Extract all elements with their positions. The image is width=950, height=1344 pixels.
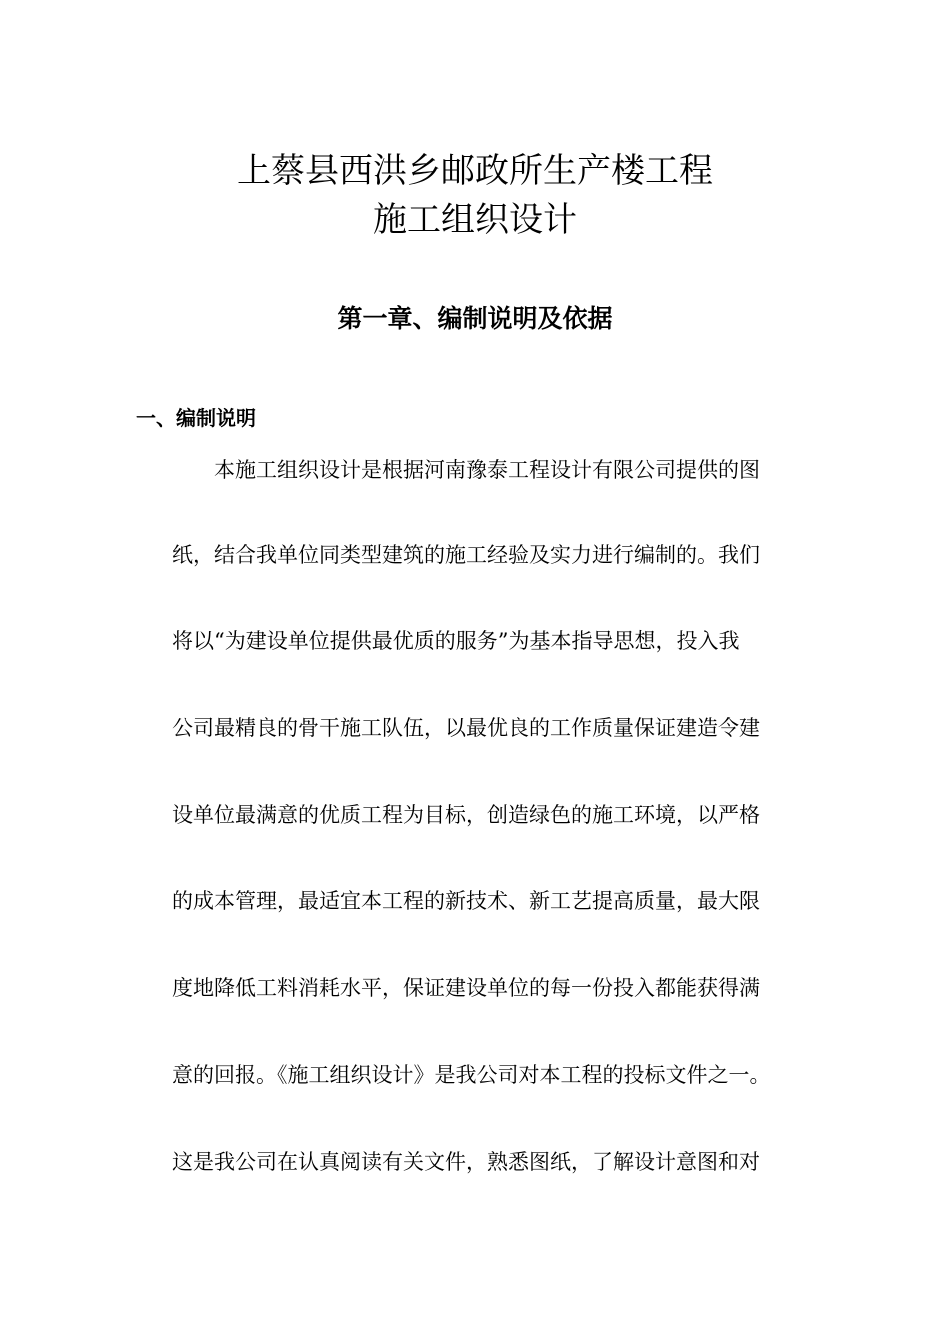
paragraph-line: 设单位最满意的优质工程为目标，创造绿色的施工环境，以严格 [172,803,760,827]
document-title-line-1: 上蔡县西洪乡邮政所生产楼工程 [237,151,713,191]
paragraph-line: 本施工组织设计是根据河南豫泰工程设计有限公司提供的图 [214,458,760,482]
section-heading: 一、编制说明 [136,406,256,430]
paragraph-line: 公司最精良的骨干施工队伍，以最优良的工作质量保证建造令建 [172,716,760,740]
paragraph-line: 这是我公司在认真阅读有关文件，熟悉图纸，了解设计意图和对 [172,1150,760,1174]
chapter-heading: 第一章、编制说明及依据 [337,304,613,333]
paragraph-line: 度地降低工料消耗水平，保证建设单位的每一份投入都能获得满 [172,976,760,1000]
paragraph-line: 纸，结合我单位同类型建筑的施工经验及实力进行编制的。我们 [172,543,760,567]
paragraph-line: 意的回报。《施工组织设计》是我公司对本工程的投标文件之一。 [172,1063,771,1087]
paragraph-line: 的成本管理，最适宜本工程的新技术、新工艺提高质量，最大限 [172,889,760,913]
document-title-line-2: 施工组织设计 [373,200,577,240]
paragraph-line: 将以“为建设单位提供最优质的服务”为基本指导思想，投入我 [172,629,740,653]
